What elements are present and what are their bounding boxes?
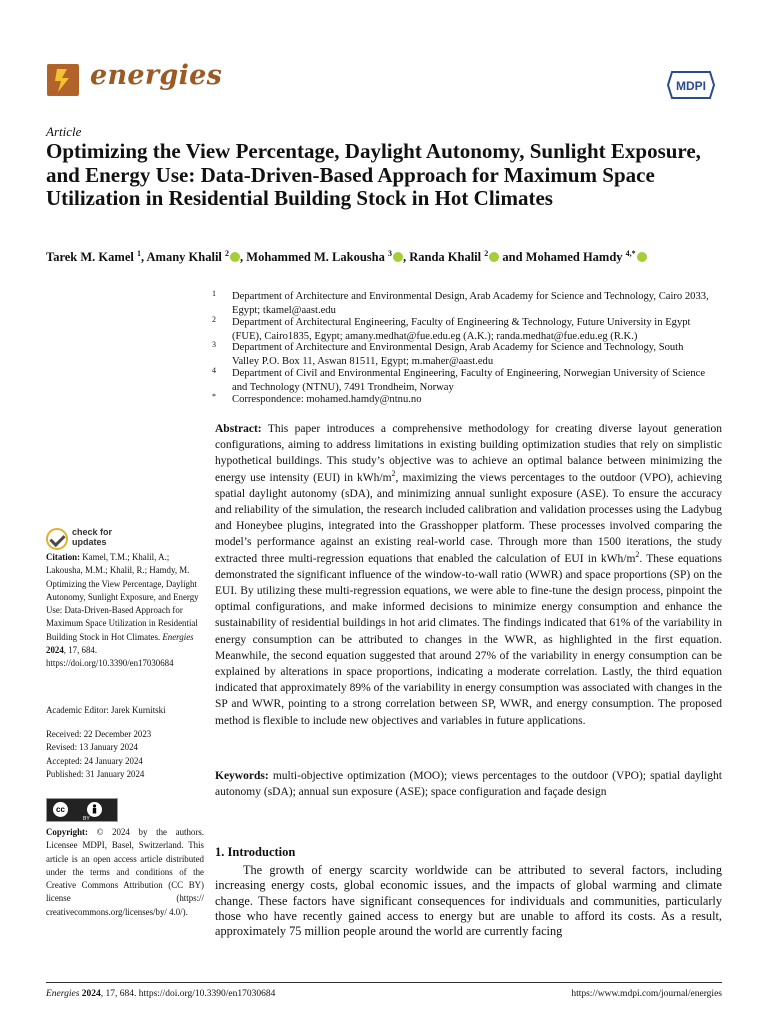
citation bbox=[46, 551, 204, 671]
affiliation-marker: * bbox=[212, 392, 216, 401]
date-published: Published: 31 January 2024 bbox=[46, 768, 145, 779]
footer-journal: Energies bbox=[46, 989, 80, 999]
abstract-text: . These equations demonstrated the significant influence of the window-to-wall ratio (WWR) and space proportions (SP) on the EUI. By utilizing these multi-regression equations, we were able to fine-tune the design process, pinpoint the optimal configurations, and make informed decisions to minimize energy consumption and enhance the sustainability of residential buildings in hot arid climates. The findings indicated that 61% of the variability in energy consumption can be attributed to changes in the WWR, as highlighted in the first equation. Meanwhile, the second equation suggested that around 27% of the variability in energy consumption can be explained by alterations in space proportions, indicating a moderate correlation. Lastly, the third equation indicated that approximately 89% of the variability in energy consumption was associated with changes in the SP and WWR, pointing to a strong correlation between SP, WWR, and energy consumption. The proposed method is flexible to include new objectives and variables in future applications. bbox=[215, 552, 722, 727]
affiliation-marker: 1 bbox=[212, 289, 216, 298]
author-affil-marker: 2 bbox=[225, 249, 230, 258]
keywords-text: multi-objective optimization (MOO); views percentages to the outdoor (VPO); spatial daylight autonomy (sDA); annual sun exposure (ASE); space configuration and façade design bbox=[215, 770, 723, 799]
affiliation-text: Department of Architecture and Environmental Design, Arab Academy for Science and Technology, Cairo 2033, Egypt; tkamel@aast.edu bbox=[232, 291, 709, 316]
copyright-label: Copyright: bbox=[46, 827, 88, 837]
article-type: Article bbox=[46, 124, 82, 139]
abstract-text: , maximizing the views percentages to the outdoor (VPO), achieving spatial daylight autonomy (sDA), and minimizing annual sunlight exposure (ASE). To ensure the accuracy and reliability of the simulation, the research included calibration and validation processes using the Ladybug and Honeybee plugins, integrated into the Grasshopper platform. These processes involved comparing the model’s performance against an existing real-world case. Through more than 1500 iterations, the study extracted three multi-regression equations that enabled the calculation of EUI in kWh/m bbox=[215, 471, 722, 565]
author-affil-marker: 1 bbox=[136, 249, 141, 258]
affiliation-marker: 4 bbox=[212, 366, 216, 375]
keywords bbox=[215, 768, 722, 800]
affiliation bbox=[212, 393, 712, 407]
affiliation bbox=[212, 316, 712, 343]
orcid-icon[interactable] bbox=[637, 252, 647, 262]
publisher-name: MDPI bbox=[676, 79, 706, 93]
correspondence-text: Correspondence: mohamed.hamdy@ntnu.no bbox=[232, 394, 422, 405]
affiliation-text: Department of Architecture and Environmental Design, Arab Academy for Science and Technology, South Valley P.O. Box 11, Aswan 81511, Egypt; m.maher@aast.edu bbox=[232, 342, 684, 367]
author-affil-marker: 2 bbox=[484, 249, 489, 258]
abstract-text: This paper introduces a comprehensive methodology for creating diverse layout generation configurations, aiming to address limitations in existing building optimization studies that rely on simplistic hypothetical buildings. This study’s objective was to achieve an optimal balance between minimizing the energy use intensity (EUI) in kWh/m bbox=[215, 423, 722, 484]
footer-journal-url[interactable]: https://www.mdpi.com/journal/energies bbox=[571, 989, 722, 999]
footer-divider bbox=[46, 982, 722, 983]
abstract-label: Abstract: bbox=[215, 423, 262, 435]
citation-doi[interactable]: , 17, 684. https://doi.org/10.3390/en17030684 bbox=[46, 645, 174, 669]
author-affil-marker: 4,* bbox=[625, 249, 636, 258]
orcid-icon[interactable] bbox=[393, 252, 403, 262]
affiliation bbox=[212, 290, 712, 317]
copyright bbox=[46, 826, 204, 919]
author-name[interactable]: Tarek M. Kamel bbox=[46, 250, 134, 265]
affiliation bbox=[212, 341, 712, 368]
orcid-icon[interactable] bbox=[489, 252, 499, 262]
section-heading: 1. Introduction bbox=[215, 845, 296, 859]
affiliation-text: Department of Architectural Engineering, Faculty of Engineering & Technology, Future University in Egypt (FUE), Cairo1835, Egypt; amany.medhat@fue.edu.eg (A.K.); randa.medhat@fue.edu.eg (R.K.) bbox=[232, 317, 691, 342]
dates bbox=[46, 728, 204, 781]
author-name[interactable]: Randa Khalil bbox=[409, 250, 482, 265]
author-list: Tarek M. Kamel $^1$, Amany Khalil $^2$ , Mohammed M. Lakousha $^3$ , Randa Khalil $^2$ and Mohamed Hamdy $^{4,*}$ bbox=[46, 245, 736, 266]
author-name[interactable]: Amany Khalil bbox=[146, 250, 222, 265]
keywords-label: Keywords: bbox=[215, 770, 269, 782]
check-label-line1: check for bbox=[72, 527, 113, 537]
affiliation-marker: 3 bbox=[212, 340, 216, 349]
footer-citation bbox=[46, 989, 275, 999]
citation-journal: Energies bbox=[162, 631, 194, 642]
check-updates-icon bbox=[46, 528, 68, 550]
authors-connector: and bbox=[502, 250, 523, 265]
footer-year: 2024 bbox=[81, 989, 101, 999]
superscript: 2 bbox=[391, 468, 396, 478]
check-label-line2: updates bbox=[72, 537, 107, 547]
affiliation-marker: 2 bbox=[212, 315, 216, 324]
superscript: 2 bbox=[635, 549, 640, 559]
mdpi-logo[interactable] bbox=[666, 70, 716, 100]
date-accepted: Accepted: 24 January 2024 bbox=[46, 755, 143, 766]
author-name[interactable]: Mohammed M. Lakousha bbox=[246, 250, 385, 265]
journal-logo-icon bbox=[47, 64, 79, 96]
abstract bbox=[215, 421, 722, 729]
citation-label: Citation: bbox=[46, 552, 81, 562]
cc-by-label: BY bbox=[83, 816, 90, 822]
affiliation bbox=[212, 367, 712, 394]
citation-text: Kamel, T.M.; Khalil, A.; Lakousha, M.M.; Khalil, R.; Hamdy, M. Optimizing the View Percentage, Daylight Autonomy, Sunlight Exposure, and Energy Use: Data-Driven-Based Approach for Maximum Space Utilization in Residential Building Stock in Hot Climates. bbox=[46, 552, 199, 642]
introduction-text: The growth of energy scarcity worldwide can be attributed to several factors, including increasing energy costs, global economic issues, and the impacts of global warming and climate change. These factors have significant consequences for individuals and communities, particularly those who have recently gained access to energy but are unable to afford its costs. As a result, approximately 75 million people around the world are currently facing bbox=[215, 863, 722, 939]
citation-year: 2024 bbox=[46, 645, 64, 656]
article-title: Optimizing the View Percentage, Daylight Autonomy, Sunlight Exposure, and Energy Use: Data-Driven-Based Approach for Maximum Space Utilization in Residential Building Stock in Hot Climates bbox=[46, 139, 701, 210]
orcid-icon[interactable] bbox=[230, 252, 240, 262]
journal-name[interactable]: energies bbox=[90, 60, 223, 91]
affiliation-text: Department of Civil and Environmental Engineering, Faculty of Engineering, Norwegian University of Science and Technology (NTNU), 7491 Trondheim, Norway bbox=[232, 368, 706, 393]
attribution-person-icon bbox=[87, 802, 102, 817]
cc-icon: cc bbox=[53, 802, 68, 817]
cc-by-license-badge[interactable] bbox=[46, 798, 118, 822]
author-affil-marker: 3 bbox=[387, 249, 392, 258]
footer-doi[interactable]: , 17, 684. https://doi.org/10.3390/en17030684 bbox=[100, 989, 276, 999]
academic-editor: Academic Editor: Jarek Kurnitski bbox=[46, 705, 166, 715]
copyright-text: © 2024 by the authors. Licensee MDPI, Basel, Switzerland. This article is an open access article distributed under the terms and conditions of the Creative Commons Attribution (CC BY) license (https:// creativecommons.org/licenses/by/ 4.0/). bbox=[46, 827, 204, 917]
author-name[interactable]: Mohamed Hamdy bbox=[525, 250, 623, 265]
date-revised: Revised: 13 January 2024 bbox=[46, 742, 138, 753]
date-received: Received: 22 December 2023 bbox=[46, 729, 152, 739]
